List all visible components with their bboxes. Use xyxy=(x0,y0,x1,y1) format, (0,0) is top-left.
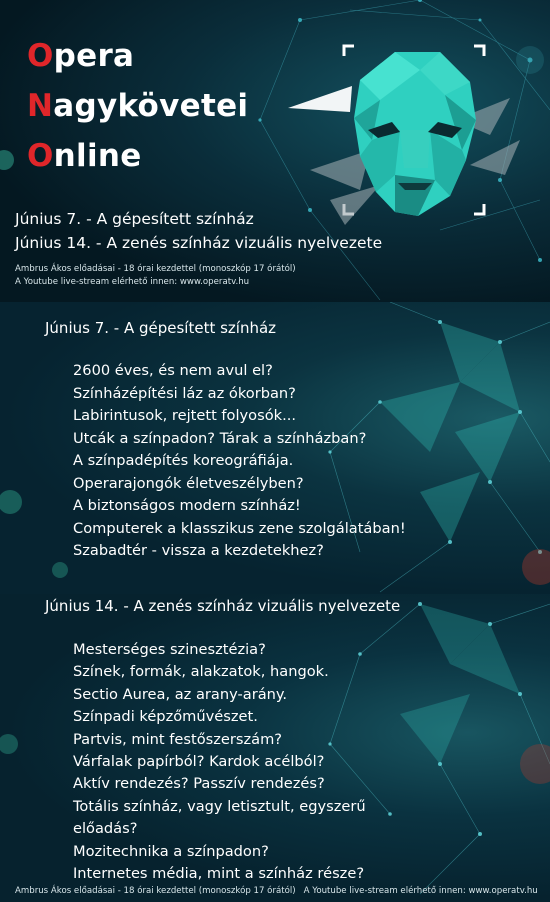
list-item: A biztonságos modern színház! xyxy=(73,497,301,514)
lecture-date-2: Június 14. - A zenés színház vizuális nyelvezete xyxy=(15,234,383,252)
footer-schedule: Ambrus Ákos előadásai - 18 órai kezdettel (monoszkóp 17 órától) xyxy=(15,886,296,896)
stream-info: A Youtube live-stream elérhető innen: www.operatv.hu xyxy=(15,277,250,287)
title-line-opera: Opera xyxy=(27,38,135,74)
list-item: Színek, formák, alakzatok, hangok. xyxy=(73,663,329,681)
list-item: Internetes média, mint a színház része? xyxy=(73,865,365,883)
list-item: Várfalak papírból? Kardok acélból? xyxy=(73,753,325,771)
title-line-online: Online xyxy=(27,138,142,174)
footer-info xyxy=(15,886,538,896)
list-item: Computerek a klasszikus zene szolgálatában! xyxy=(73,519,406,537)
lecture-date-1: Június 7. - A gépesített színház xyxy=(15,210,254,228)
list-item: Totális színház, vagy letisztult, egyszerű xyxy=(73,797,366,815)
list-item: 2600 éves, és nem avul el? xyxy=(73,362,273,379)
poster-banner xyxy=(0,0,550,302)
schedule-info: Ambrus Ákos előadásai - 18 órai kezdettel (monoszkóp 17 órától) xyxy=(15,264,296,274)
list-item: Utcák a színpadon? Tárak a színházban? xyxy=(73,429,367,447)
list-item: Színpadi képzőművészet. xyxy=(73,708,258,726)
list-item: Mozitechnika a színpadon? xyxy=(73,842,269,860)
title-line-nagykovetei: Nagykövetei xyxy=(27,88,249,124)
list-item: Mesterséges szinesztézia? xyxy=(73,641,266,658)
lecture-1-topics xyxy=(73,360,406,563)
list-item: A színpadépítés koreográfiája. xyxy=(73,452,294,469)
list-item: Operarajongók életveszélyben? xyxy=(73,474,304,492)
list-item: Színházépítési láz az ókorban? xyxy=(73,384,296,402)
list-item: előadás? xyxy=(73,820,138,838)
list-item: Partvis, mint festőszerszám? xyxy=(73,730,283,748)
lecture-2-panel xyxy=(0,594,550,902)
lecture-2-topics xyxy=(73,639,366,885)
footer-stream-link: A Youtube live-stream elérhető innen: www.operatv.hu xyxy=(303,886,538,896)
lecture-1-panel xyxy=(0,302,550,594)
lecture-2-heading: Június 14. - A zenés színház vizuális nyelvezete xyxy=(45,597,401,615)
list-item: Labirintusok, rejtett folyosók... xyxy=(73,407,297,424)
lecture-1-heading: Június 7. - A gépesített színház xyxy=(45,319,277,337)
list-item: Sectio Aurea, az arany-arány. xyxy=(73,685,288,703)
list-item: Szabadtér - vissza a kezdetekhez? xyxy=(73,542,324,559)
list-item: Aktív rendezés? Passzív rendezés? xyxy=(73,775,325,793)
